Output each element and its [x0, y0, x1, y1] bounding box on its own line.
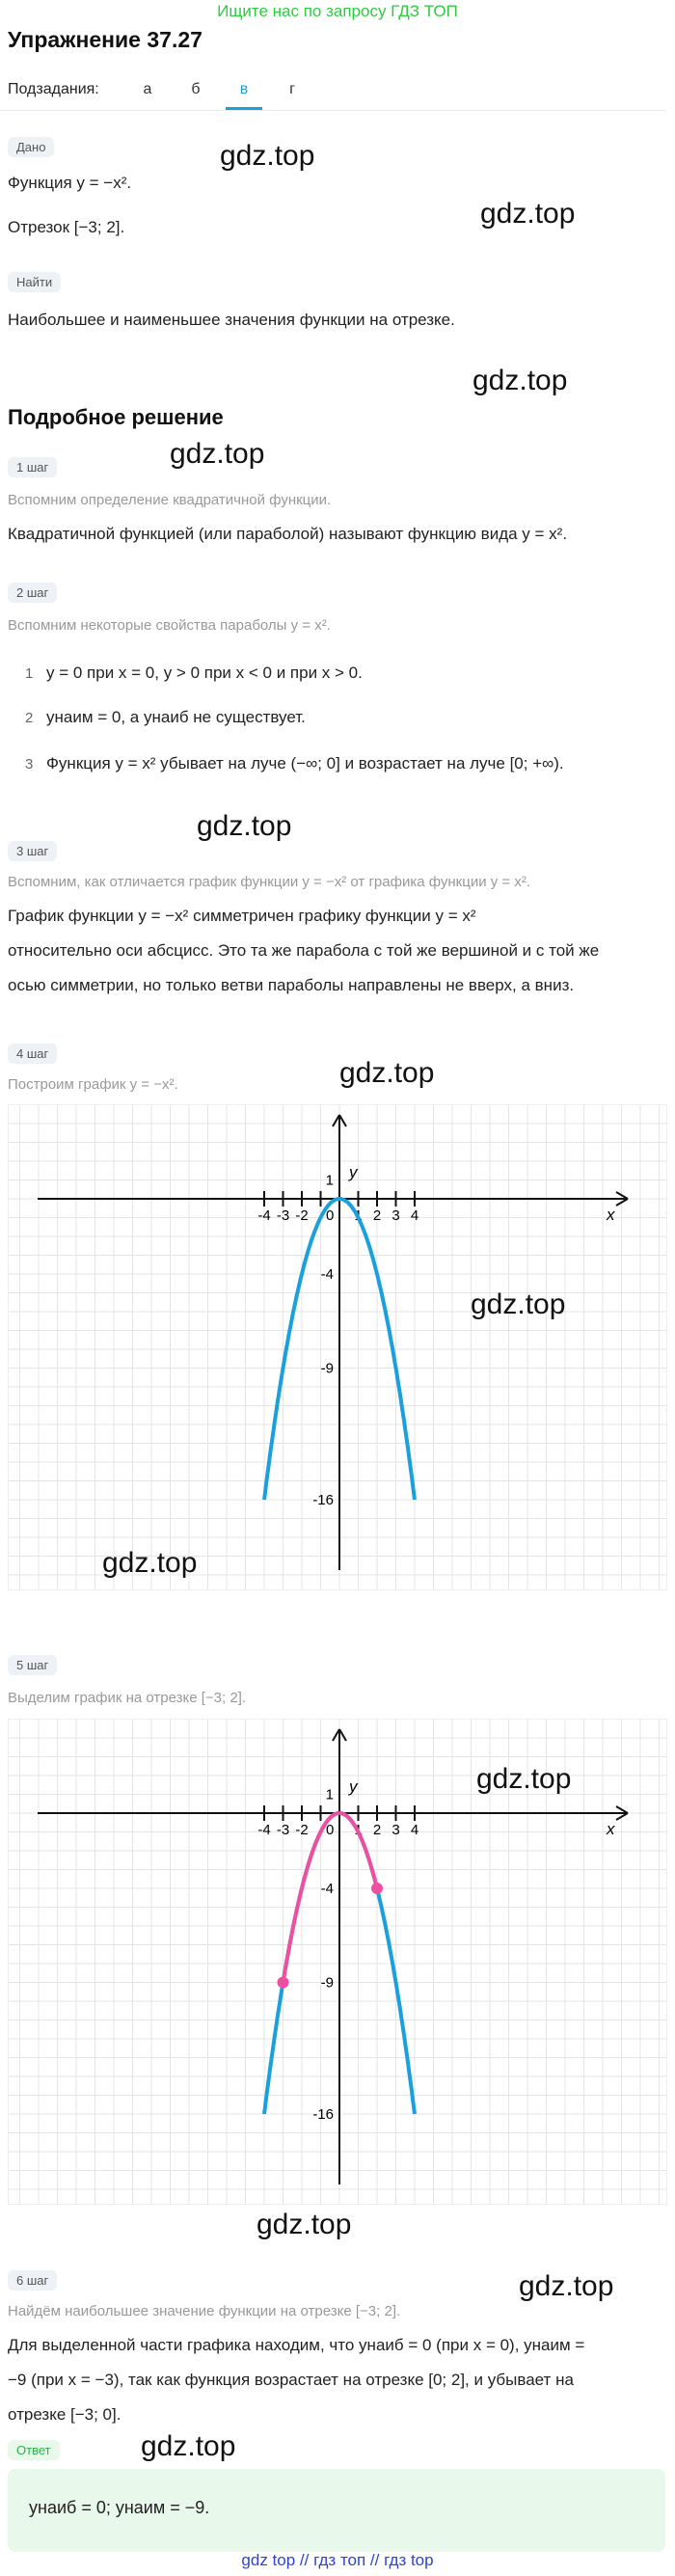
step3-text: График функции y = −x² симметричен графику функции y = x² [8, 907, 476, 925]
x-tick-label: 1 [354, 1207, 363, 1224]
given-badge: Дано [8, 137, 54, 157]
y-tick-label: -4 [320, 1266, 334, 1283]
watermark: gdz.top [471, 1288, 566, 1320]
page-title: Упражнение 37.27 [8, 27, 202, 52]
step3-badge: 3 шаг [8, 841, 57, 861]
step3-text: осью симметрии, но только ветви параболы направлены не вверх, а вниз. [8, 976, 575, 994]
y-axis-label: y [349, 1777, 358, 1796]
y-tick-label: -4 [320, 1881, 334, 1897]
watermark: gdz.top [519, 2270, 614, 2302]
step4-badge: 4 шаг [8, 1044, 57, 1064]
parabola-graph [8, 1104, 667, 1590]
step1-note: Вспомним определение квадратичной функции. [8, 492, 332, 508]
step3-note: Вспомним, как отличается график функции y = −x² от графика функции y = x². [8, 874, 531, 890]
top-banner[interactable]: Ищите нас по запросу ГДЗ ТОП [217, 2, 458, 20]
step4-note: Построим график y = −x². [8, 1076, 178, 1093]
step5-note: Выделим график на отрезке [−3; 2]. [8, 1690, 247, 1706]
x-tick-label: -3 [276, 1822, 290, 1838]
tab-v[interactable]: в [239, 81, 249, 97]
step2-item1: y = 0 при x = 0, y > 0 при x < 0 и при x > 0. [46, 664, 363, 682]
step6-text: −9 (при x = −3), так как функция возрастает на отрезке [0; 2], и убывает на [8, 2371, 574, 2389]
tab-g[interactable]: г [289, 81, 295, 97]
watermark: gdz.top [476, 1763, 572, 1795]
x-tick-label: -2 [295, 1207, 309, 1224]
given-segment: Отрезок [−3; 2]. [8, 218, 125, 236]
x-axis-label: x [607, 1206, 615, 1224]
watermark: gdz.top [102, 1547, 198, 1579]
step6-text: отрезке [−3; 0]. [8, 2405, 122, 2424]
step1-badge: 1 шаг [8, 457, 57, 477]
watermark: gdz.top [472, 365, 568, 396]
watermark: gdz.top [141, 2430, 236, 2462]
watermark: gdz.top [170, 438, 265, 470]
watermark: gdz.top [339, 1057, 435, 1089]
find-text: Наибольшее и наименьшее значения функции на отрезке. [8, 311, 455, 329]
step2-badge: 2 шаг [8, 583, 57, 603]
x-tick-label: -2 [295, 1822, 309, 1838]
tab-b[interactable]: б [191, 81, 201, 97]
divider [0, 110, 665, 111]
endpoint-marker [371, 1883, 383, 1894]
answer-badge: Ответ [8, 2440, 60, 2460]
x-tick-label: 4 [410, 1207, 419, 1224]
step6-text: Для выделенной части графика находим, что yнаиб = 0 (при x = 0), yнаим = [8, 2336, 585, 2354]
footer-links[interactable]: gdz top // гдз топ // гдз top [241, 2551, 434, 2569]
x-tick-label: 4 [410, 1822, 419, 1838]
step2-item3: Функция y = x² убывает на луче (−∞; 0] и возрастает на луче [0; +∞). [46, 754, 564, 773]
step1-text: Квадратичной функцией (или параболой) называют функцию вида y = x². [8, 525, 568, 543]
solution-title: Подробное решение [8, 405, 224, 429]
step5-badge: 5 шаг [8, 1655, 57, 1675]
x-tick-label: 3 [392, 1207, 400, 1224]
find-badge: Найти [8, 272, 61, 292]
x-tick-label: -4 [257, 1822, 271, 1838]
step6-badge: 6 шаг [8, 2270, 57, 2291]
y-tick-label: 1 [325, 1786, 334, 1803]
step6-note: Найдём наибольшее значение функции на отрезке [−3; 2]. [8, 2303, 401, 2319]
y-tick-label: -9 [320, 1360, 334, 1377]
x-tick-label: 2 [372, 1207, 382, 1224]
x-tick-label: -3 [276, 1207, 290, 1224]
answer-text: yнаиб = 0; yнаим = −9. [29, 2498, 210, 2517]
y-tick-label: -9 [320, 1974, 334, 1992]
watermark: gdz.top [256, 2209, 352, 2240]
watermark: gdz.top [220, 140, 315, 172]
watermark: gdz.top [197, 810, 292, 842]
tab-a[interactable]: а [143, 81, 152, 97]
x-tick-label: -4 [257, 1207, 271, 1224]
x-tick-label: 1 [354, 1822, 363, 1838]
y-tick-label: -16 [312, 2106, 334, 2123]
watermark: gdz.top [480, 198, 576, 230]
step3-text: относительно оси абсцисс. Это та же парабола с той же вершиной и с той же [8, 941, 600, 960]
list-number: 1 [25, 665, 34, 682]
endpoint-marker [278, 1977, 289, 1989]
y-tick-label: 1 [325, 1172, 334, 1189]
list-number: 2 [25, 710, 34, 726]
y-axis-label: y [349, 1163, 358, 1181]
highlighted-segment [284, 1813, 378, 1983]
step2-note: Вспомним некоторые свойства параболы y = x². [8, 617, 331, 634]
step2-item2: yнаим = 0, а yнаиб не существует. [46, 708, 306, 726]
answer-box [8, 2469, 665, 2552]
y-tick-label: -16 [312, 1492, 334, 1508]
origin-label: 0 [326, 1822, 335, 1838]
x-tick-label: 2 [372, 1822, 382, 1838]
subtasks-label: Подзадания: [8, 81, 99, 97]
given-function: Функция y = −x². [8, 174, 132, 192]
x-tick-label: 3 [392, 1822, 400, 1838]
list-number: 3 [25, 756, 34, 773]
origin-label: 0 [326, 1207, 335, 1224]
x-axis-label: x [607, 1820, 615, 1838]
